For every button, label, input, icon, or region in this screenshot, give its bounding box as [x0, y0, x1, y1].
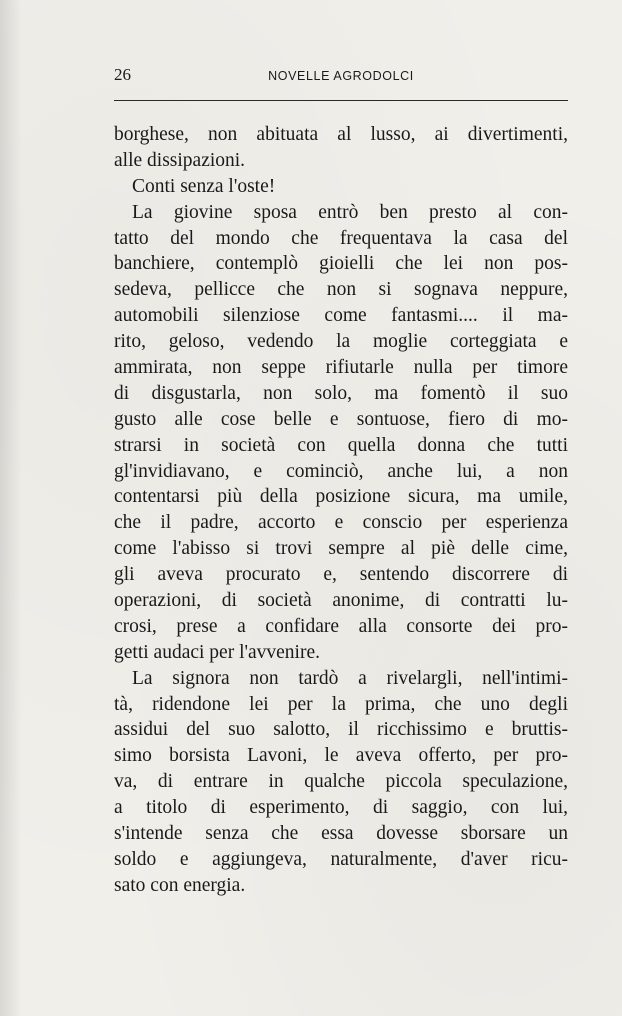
text-line: soldo e aggiungeva, naturalmente, d'aver ricu-: [114, 848, 568, 870]
body-text: [114, 122, 568, 899]
page-header: [114, 64, 568, 88]
text-line: banchiere, contemplò gioielli che lei non pos-: [114, 253, 568, 275]
header-rule: [114, 100, 568, 101]
text-line: va, di entrare in qualche piccola speculazione,: [114, 771, 568, 793]
text-line: assidui del suo salotto, il ricchissimo e bruttis-: [114, 719, 568, 741]
text-line: gusto alle cose belle e sontuose, fiero di mo-: [114, 408, 568, 430]
text-line: tatto del mondo che frequentava la casa del: [114, 227, 568, 249]
text-line: sedeva, pellicce che non si sognava neppure,: [114, 279, 568, 301]
text-line: come l'abisso si trovi sempre al piè delle cime,: [114, 538, 568, 560]
text-line: Conti senza l'oste!: [132, 175, 276, 197]
text-line: crosi, prese a confidare alla consorte dei pro-: [114, 615, 568, 637]
text-line: di disgustarla, non solo, ma fomentò il suo: [114, 382, 568, 404]
text-line: operazioni, di società anonime, di contratti lu-: [114, 590, 568, 612]
text-line: gl'invidiavano, e cominciò, anche lui, a non: [114, 460, 568, 482]
text-line: tà, ridendone lei per la prima, che uno degli: [114, 693, 568, 715]
text-line: contentarsi più della posizione sicura, ma umile,: [114, 486, 568, 508]
page-number: 26: [114, 65, 131, 84]
page-gutter-shadow: [0, 0, 22, 1016]
text-line: borghese, non abituata al lusso, ai divertimenti,: [114, 124, 568, 145]
text-line: La signora non tardò a rivelargli, nell'intimi-: [132, 667, 568, 689]
text-line: a titolo di esperimento, di saggio, con lui,: [114, 797, 568, 819]
text-line: gli aveva procurato e, sentendo discorrere di: [114, 564, 568, 586]
text-line: getti audaci per l'avvenire.: [114, 641, 320, 663]
text-line: rito, geloso, vedendo la moglie corteggiata e: [114, 331, 568, 353]
text-line: sato con energia.: [114, 874, 246, 896]
text-line: s'intende senza che essa dovesse sborsare un: [114, 823, 568, 845]
text-line: ammirata, non seppe rifiutarle nulla per timore: [114, 357, 568, 379]
text-line: strarsi in società con quella donna che tutti: [114, 434, 568, 456]
running-title: NOVELLE AGRODOLCI: [268, 69, 414, 83]
text-line: simo borsista Lavoni, le aveva offerto, per pro-: [114, 745, 568, 767]
text-line: alle dissipazioni.: [114, 149, 246, 171]
text-line: La giovine sposa entrò ben presto al con-: [132, 201, 568, 223]
text-line: che il padre, accorto e conscio per esperienza: [114, 512, 568, 534]
text-line: automobili silenziose come fantasmi.... il ma-: [114, 305, 568, 327]
